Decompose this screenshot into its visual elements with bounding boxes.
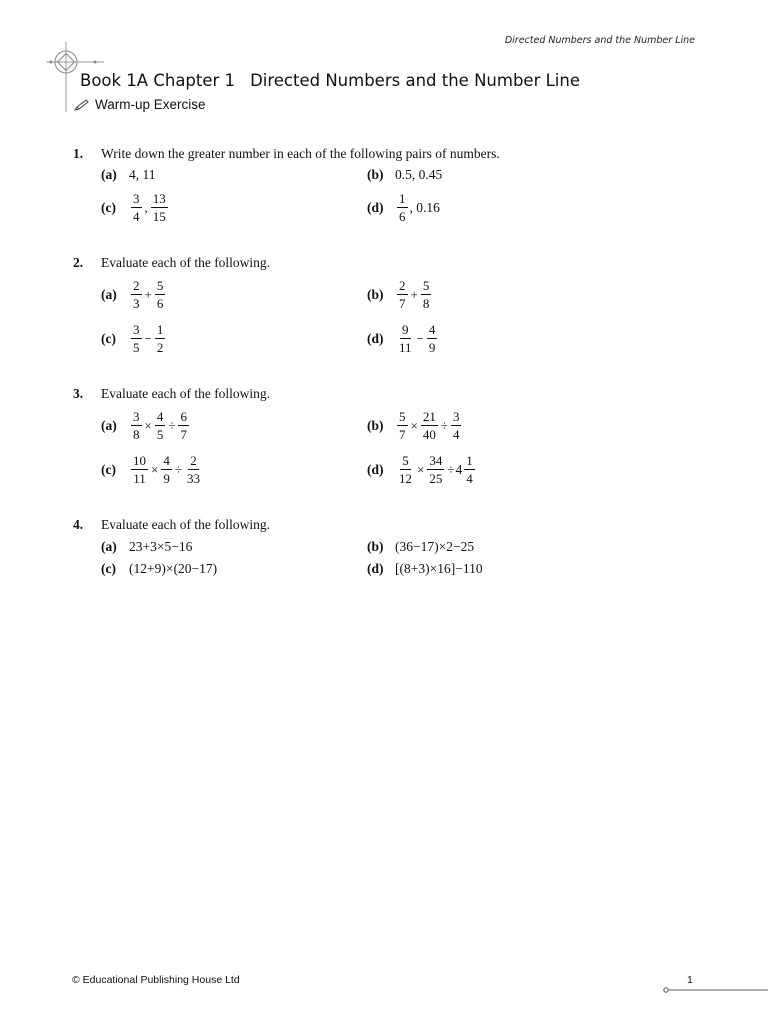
fraction: $\frac{3}{8}$ [133, 409, 140, 442]
question-text: Evaluate each of the following. [101, 255, 271, 270]
title-book-chapter: Book 1A Chapter 1 [80, 71, 236, 90]
part-3a: (a) $\frac{3}{8}$ × $\frac{4}{5}$ ÷ $\frac{6}{7}$ [101, 409, 187, 442]
part-3c: (c) $\frac{10}{11}$ × $\frac{4}{9}$ ÷ $\frac{2}{33}$ [101, 453, 200, 486]
mixed-number: 4 $\frac{1}{4}$ [455, 453, 473, 486]
footer-rule [662, 986, 768, 994]
subtitle [74, 97, 206, 112]
part-4a: (a) 23+3×5−16 [101, 539, 193, 554]
part-4b: (b) (36−17)×2−25 [367, 539, 475, 554]
part-2d: (d) $\frac{9}{11}$ − $\frac{4}{9}$ [367, 322, 436, 355]
part-4c: (c) (12+9)×(20−17) [101, 561, 218, 576]
fraction: $\frac{3}{5}$ [133, 322, 140, 355]
fraction: $\frac{5}{8}$ [422, 278, 430, 311]
fraction: $\frac{21}{40}$ [422, 409, 436, 442]
fraction: $\frac{4}{9}$ [163, 453, 170, 486]
part-1a: (a) 4, 11 [101, 167, 156, 182]
fraction: $\frac{1}{2}$ [156, 322, 164, 355]
part-3b: (b) $\frac{5}{7}$ × $\frac{21}{40}$ ÷ $\frac{3}{4}$ [367, 409, 460, 442]
pencil-icon [74, 99, 90, 111]
fraction: $\frac{1}{6}$ [399, 191, 406, 224]
fraction: $\frac{34}{25}$ [429, 453, 443, 486]
part-2a: (a) $\frac{2}{3}$ + $\frac{5}{6}$ [101, 278, 164, 311]
part-1c: (c) $\frac{3}{4}$ , $\frac{13}{15}$ [101, 191, 166, 224]
fraction: $\frac{1}{4}$ [466, 453, 473, 486]
part-2b: (b) $\frac{2}{7}$ + $\frac{5}{8}$ [367, 278, 430, 311]
fraction: $\frac{10}{11}$ [133, 453, 146, 486]
page-number: 1 [687, 974, 693, 986]
fraction: $\frac{5}{6}$ [156, 278, 164, 311]
question-number: 2. [73, 255, 84, 270]
fraction: $\frac{2}{7}$ [399, 278, 406, 311]
page-title [80, 71, 580, 90]
question-text: Evaluate each of the following. [101, 517, 271, 532]
footer-copyright: © Educational Publishing House Ltd [72, 974, 240, 986]
part-2c: (c) $\frac{3}{5}$ − $\frac{1}{2}$ [101, 322, 164, 355]
question-text: Write down the greater number in each of the following pairs of numbers. [101, 146, 500, 161]
fraction: $\frac{6}{7}$ [180, 409, 187, 442]
fraction: $\frac{13}{15}$ [152, 191, 166, 224]
running-header: Directed Numbers and the Number Line [504, 35, 695, 46]
fraction: $\frac{4}{9}$ [428, 322, 436, 355]
title-topic: Directed Numbers and the Number Line [250, 71, 580, 90]
fraction: $\frac{3}{4}$ [133, 191, 140, 224]
fraction: $\frac{3}{4}$ [452, 409, 460, 442]
fraction: $\frac{4}{5}$ [156, 409, 164, 442]
part-3d: (d) $\frac{5}{12}$ × $\frac{34}{25}$ ÷ 4 $\frac{1}{4}$ [367, 454, 477, 485]
fraction: $\frac{5}{12}$ [399, 453, 412, 486]
fraction: $\frac{2}{33}$ [186, 453, 200, 486]
question-number: 3. [73, 386, 84, 401]
question-text: Evaluate each of the following. [101, 386, 271, 401]
fraction: $\frac{2}{3}$ [133, 278, 140, 311]
fraction: $\frac{5}{7}$ [399, 409, 406, 442]
subtitle-label: Warm-up Exercise [95, 97, 206, 112]
question-number: 4. [73, 517, 84, 532]
question-number: 1. [73, 146, 84, 161]
part-4d: (d) [(8+3)×16]−110 [367, 561, 483, 576]
fraction: $\frac{9}{11}$ [399, 322, 412, 355]
part-1d: (d) $\frac{1}{6}$ , 0.16 [367, 191, 440, 224]
part-1b: (b) 0.5, 0.45 [367, 167, 443, 182]
